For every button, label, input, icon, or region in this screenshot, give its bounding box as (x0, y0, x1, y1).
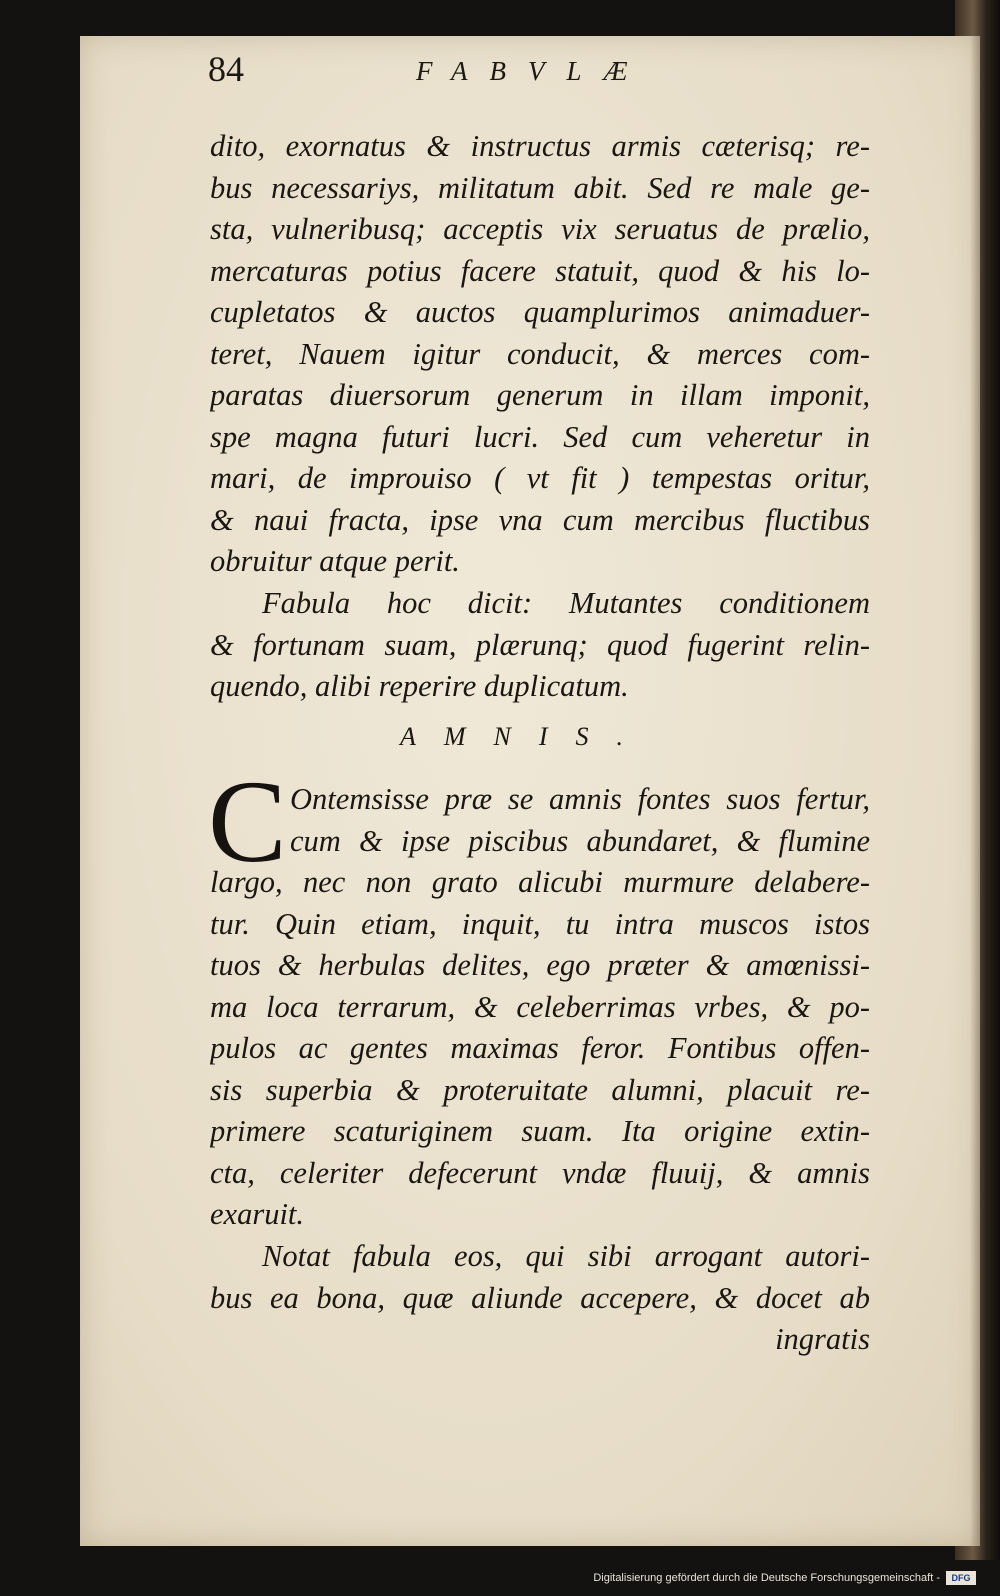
text-line: sta, vulneribusq; acceptis vix seruatus de prælio, (210, 212, 870, 246)
text-line: cta, celeriter defecerunt vndæ fluuij, & amnis (210, 1155, 870, 1190)
drop-cap: C (208, 756, 287, 887)
text-line: dito, exornatus & instructus armis cæterisq; re- (210, 129, 870, 163)
text-line: tur. Quin etiam, inquit, tu intra muscos istos (210, 906, 870, 941)
text-line: sis superbia & proteruitate alumni, placuit re- (210, 1072, 870, 1107)
dfg-logo: DFG (946, 1571, 976, 1585)
fable-body-paragraph (210, 779, 870, 1236)
page-edge-shadow (970, 36, 980, 1546)
running-title: FABVLÆ (416, 56, 650, 86)
text-line: cupletatos & auctos quamplurimos animaduer- (210, 295, 870, 329)
text-line: spe magna futuri lucri. Sed cum veheretur in (210, 419, 870, 454)
text-line: exaruit. (210, 1197, 305, 1231)
text-line: mercaturas potius facere statuit, quod & his lo- (210, 253, 870, 288)
text-line: cum & ipse piscibus abundaret, & flumine (290, 823, 870, 858)
moral-paragraph (210, 583, 870, 708)
fable-title: AMNIS. (400, 722, 652, 751)
text-line: teret, Nauem igitur conducit, & merces com- (210, 336, 870, 371)
text-line: tuos & herbulas delites, ego præter & amœnissi- (210, 948, 870, 982)
text-line: primere scaturiginem suam. Ita origine extin- (210, 1114, 870, 1148)
text-line: Notat fabula eos, qui sibi arrogant autori- (262, 1239, 870, 1273)
text-line: ma loca terrarum, & celeberrimas vrbes, & po- (210, 989, 870, 1024)
page-number: 84 (208, 49, 244, 89)
text-line: largo, nec non grato alicubi murmure delabere- (210, 865, 870, 899)
text-line: pulos ac gentes maximas feror. Fontibus offen- (210, 1031, 870, 1065)
catchword: ingratis (775, 1322, 870, 1356)
text-line: bus necessariys, militatum abit. Sed re male ge- (210, 170, 870, 205)
fable-body-paragraph (210, 126, 870, 583)
text-line: obruitur atque perit. (210, 544, 460, 578)
page-header (208, 48, 768, 98)
text-line: quendo, alibi reperire duplicatum. (210, 669, 629, 703)
digitization-credit: Digitalisierung gefördert durch die Deutsche Forschungsgemeinschaft - (593, 1572, 940, 1584)
text-line: & fortunam suam, plærunq; quod fugerint relin- (210, 627, 870, 662)
text-line: & naui fracta, ipse vna cum mercibus fluctibus (210, 502, 870, 537)
text-line: bus ea bona, quæ aliunde accepere, & docet ab (210, 1280, 870, 1315)
moral-paragraph (210, 1236, 870, 1361)
text-line: Ontemsisse præ se amnis fontes suos fertur, (290, 782, 870, 816)
text-line: Fabula hoc dicit: Mutantes conditionem (262, 586, 870, 620)
text-line: mari, de improuiso ( vt fit ) tempestas oritur, (210, 461, 870, 495)
text-line: paratas diuersorum generum in illam imponit, (210, 378, 870, 412)
